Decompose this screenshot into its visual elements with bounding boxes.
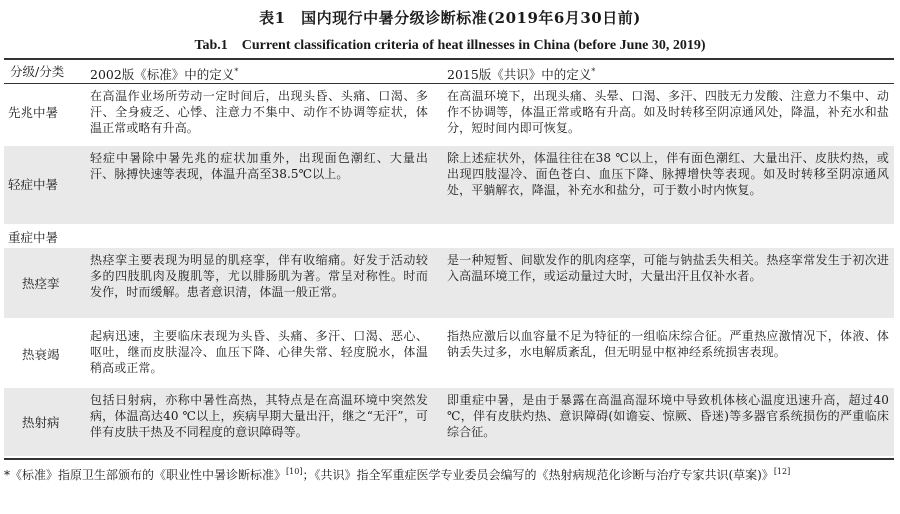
row-def-2015: 指热应激后以血容量不足为特征的一组临床综合征。严重热应激情况下，体液、体钠丢失过多，水电解质紊乱，但无明显中枢神经系统损害表现。 (447, 329, 889, 360)
row-def-2015: 是一种短暂、间歇发作的肌肉痉挛，可能与钠盐丢失相关。热痉挛常发生于初次进入高温环境工作，或运动量过大时，大量出汗且仅补水者。 (447, 253, 889, 284)
row-grade: 轻症中暑 (8, 177, 59, 192)
row-def-2015: 除上述症状外，体温往往在38 ℃以上，伴有面色潮红、大量出汗、皮肤灼热，或出现四肢湿冷、面色苍白、血压下降、脉搏增快等表现。如及时转移至阴凉通风处，平躺解衣，降温，补充水和盐分，可于数小时内恢复。 (447, 151, 889, 198)
row-grade: 热衰竭 (22, 347, 60, 362)
table-footnote: *《标准》指原卫生部颁布的《职业性中暑诊断标准》[10]；《共识》指全军重症医学专业委员会编写的《热射病规范化诊断与治疗专家共识(草案)》[12] (4, 467, 791, 482)
row-grade: 重症中暑 (8, 230, 59, 245)
table-title-en: Tab.1 Current classification criteria of heat illnesses in China (before June 30, 2019) (194, 38, 706, 53)
row-grade: 先兆中暑 (8, 105, 59, 120)
row-def-2015: 在高温环境下，出现头痛、头晕、口渴、多汗、四肢无力发酸、注意力不集中、动作不协调等，体温正常或略有升高。如及时转移至阴凉通风处，降温，补充水和盐分，短时间内即可恢复。 (447, 89, 889, 136)
row-grade: 热痉挛 (22, 276, 60, 291)
row-def-2002: 热痉挛主要表现为明显的肌痉挛，伴有收缩痛。好发于活动较多的四肢肌肉及腹肌等，尤以腓肠肌为著。常呈对称性。时而发作，时而缓解。患者意识清，体温一般正常。 (90, 253, 428, 300)
header-2015: 2015版《共识》中的定义* (447, 67, 596, 82)
row-grade: 热射病 (22, 415, 60, 430)
row-def-2015: 即重症中暑，是由于暴露在高温高湿环境中导致机体核心温度迅速升高，超过40 ℃，伴有皮肤灼热、意识障碍(如谵妄、惊厥、昏迷)等多器官系统损伤的严重临床综合征。 (447, 393, 889, 440)
header-grade: 分级/分类 (10, 64, 65, 79)
table-title-cn: 表1 国内现行中暑分级诊断标准(2019年6月30日前) (259, 9, 641, 27)
bottom-rule (4, 458, 894, 460)
row-def-2002: 包括日射病，亦称中暑性高热，其特点是在高温环境中突然发病，体温高达40 ℃以上，疾病早期大量出汗，继之“无汗”，可伴有皮肤干热及不同程度的意识障碍等。 (90, 393, 428, 440)
row-def-2002: 在高温作业场所劳动一定时间后，出现头昏、头痛、口渴、多汗、全身疲乏、心悸、注意力不集中、动作不协调等症状，体温正常或略有升高。 (90, 89, 428, 136)
header-rule (4, 83, 894, 84)
top-rule (4, 58, 894, 60)
row-def-2002: 起病迅速，主要临床表现为头昏、头痛、多汗、口渴、恶心、呕吐，继而皮肤湿冷、血压下降、心律失常、轻度脱水，体温稍高或正常。 (90, 329, 428, 376)
row-def-2002: 轻症中暑除中暑先兆的症状加重外，出现面色潮红、大量出汗、脉搏快速等表现，体温升高至38.5℃以上。 (90, 151, 428, 182)
header-2002: 2002版《标准》中的定义* (90, 67, 239, 82)
